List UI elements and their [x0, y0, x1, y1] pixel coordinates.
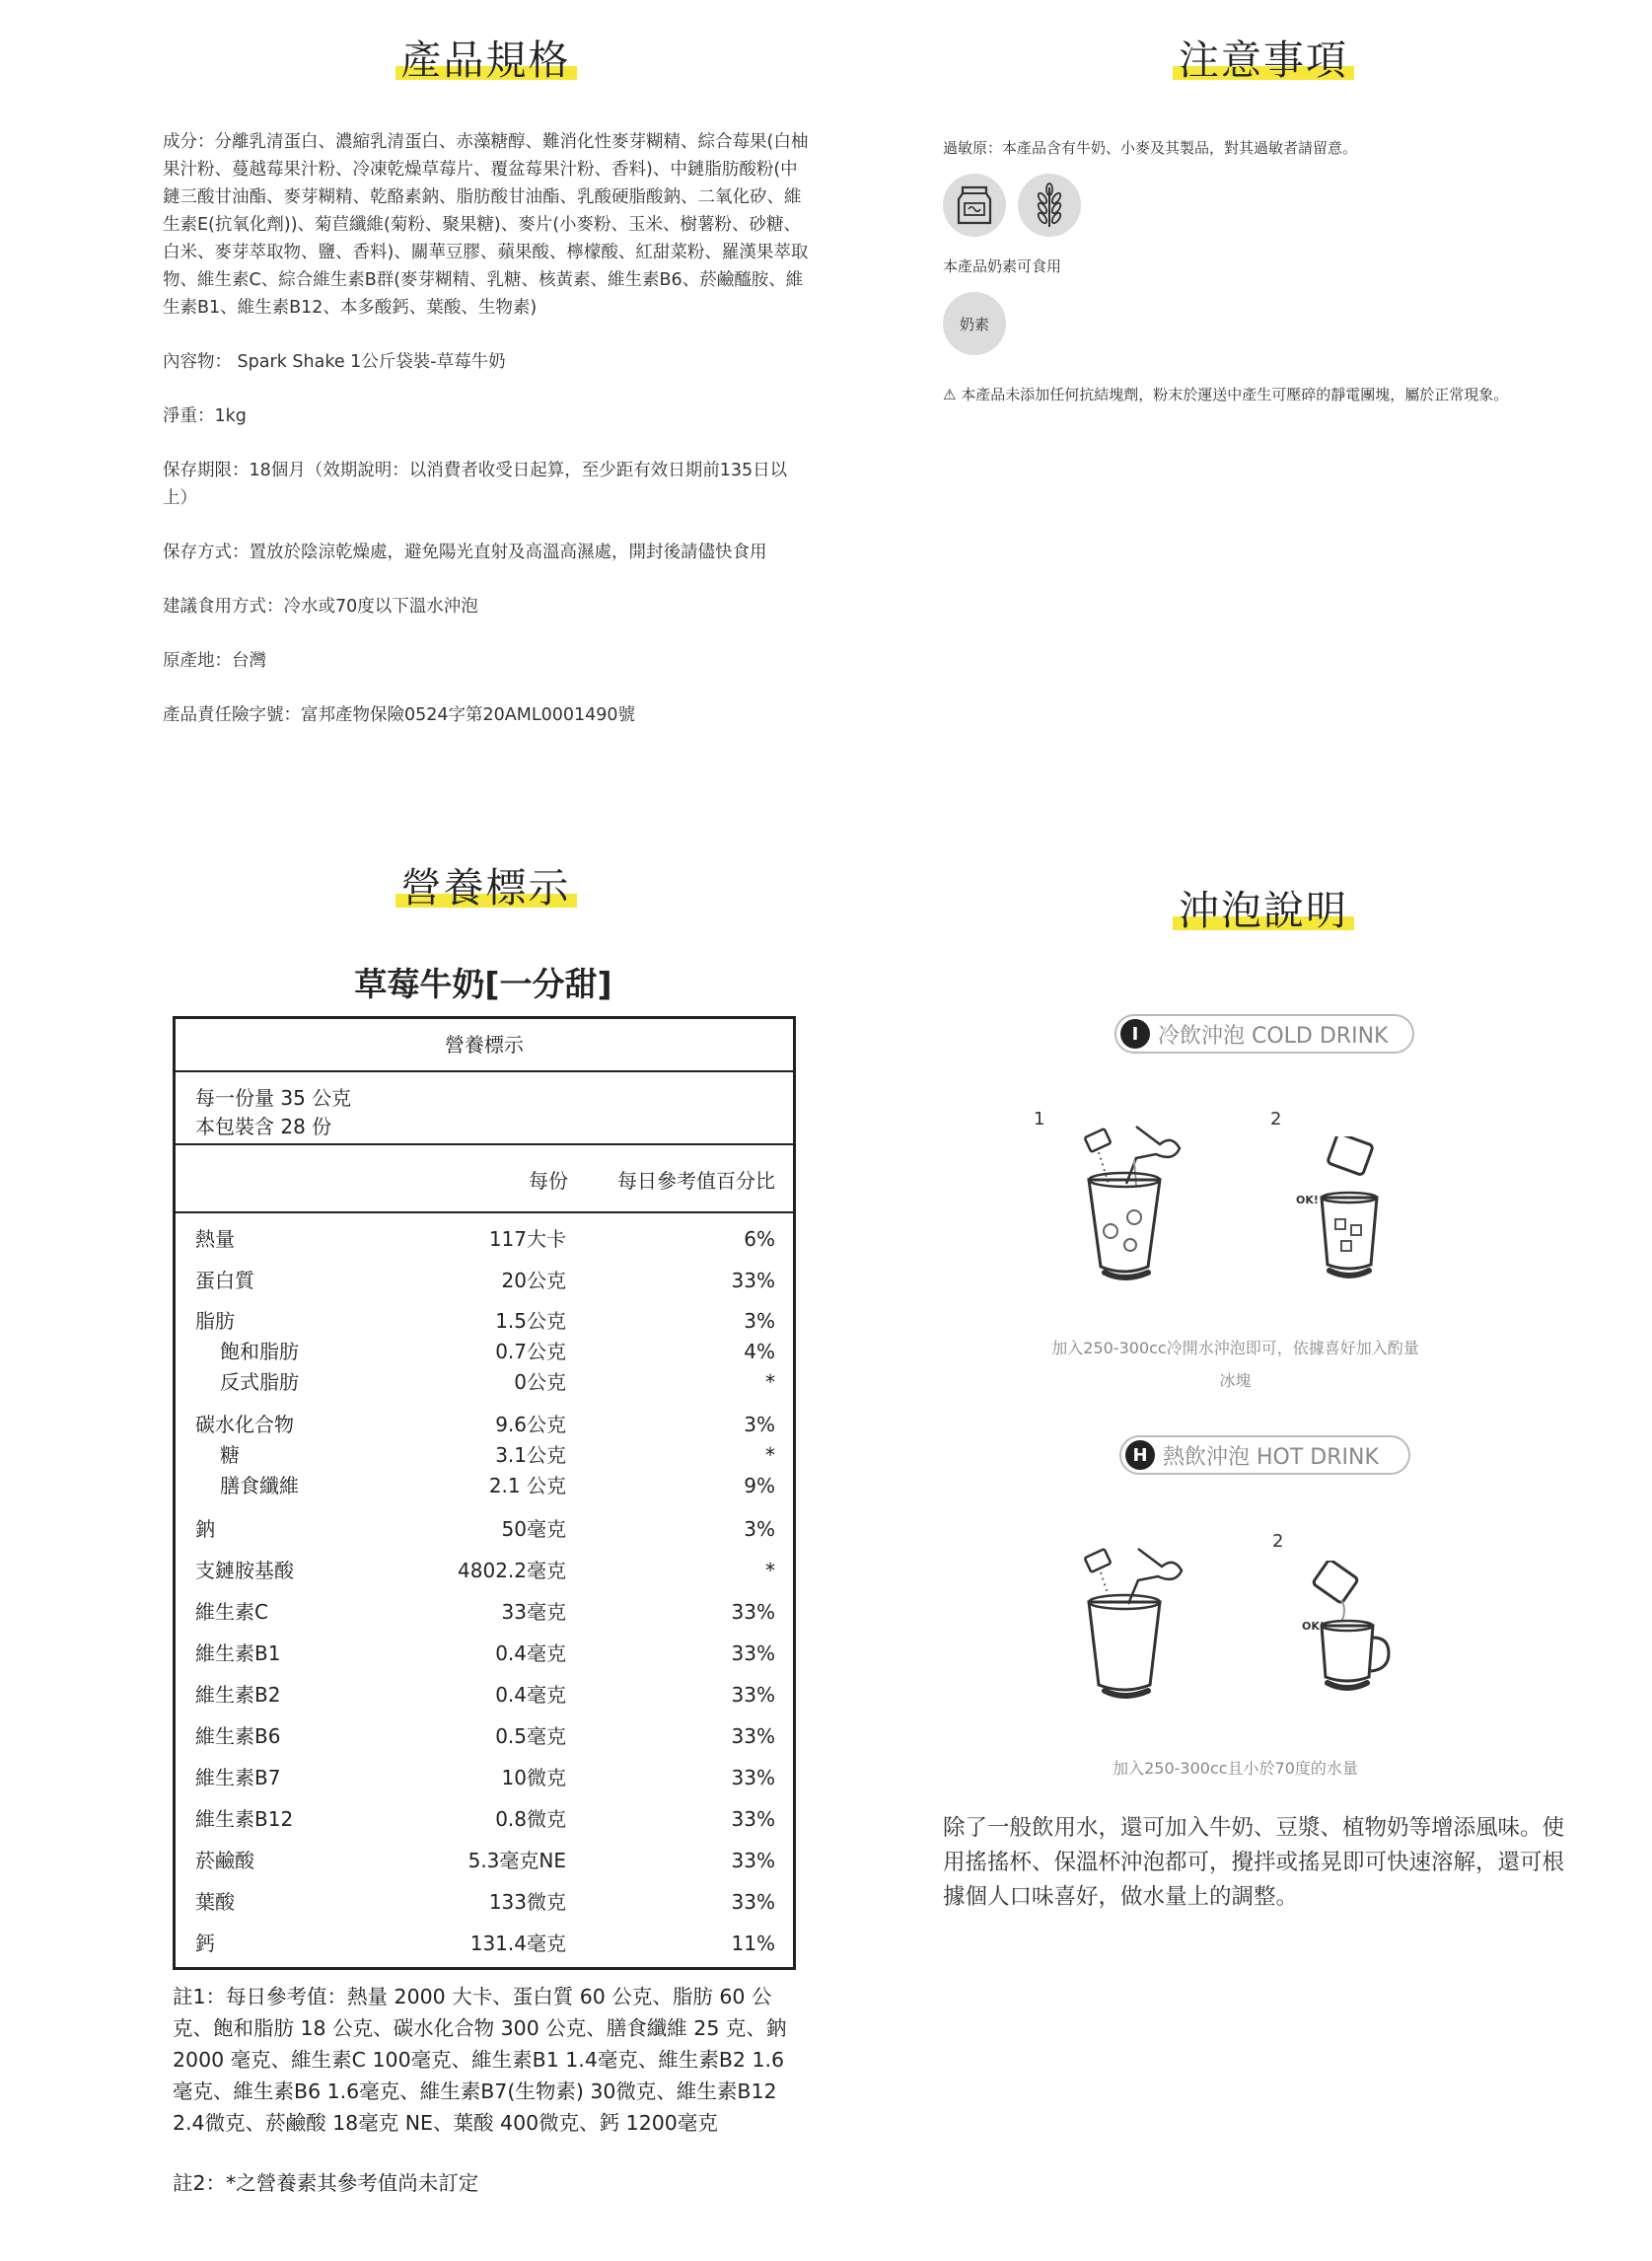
spec-usage: 建議食用方式：冷水或70度以下溫水沖泡 [163, 597, 478, 617]
spec-section [163, 128, 809, 756]
col-daily-value: 每日參考值百分比 [617, 1169, 775, 1193]
product-title: 草莓牛奶[一分甜] [354, 965, 612, 1003]
cold-shake-illustration [1292, 1136, 1410, 1284]
hot-drink-badge: H [1125, 1440, 1155, 1470]
nutrition-note-1: 註1：每日參考值：熱量 2000 大卡、蛋白質 60 公克、脂肪 60 公克、飽和脂肪 18 公克、碳水化合物 300 公克、膳食纖維 25 克、鈉 2000 毫克、維生素C 100毫克、維生素B1 1.4毫克、維生素B2 1.6毫克、維生素B6 1.6毫克、維生素B7(生物素) 30微克、維生素B12 2.4微克、菸鹼酸 18毫克 NE、葉酸 400微克、鈣 1200毫克 [173, 1985, 787, 2135]
vegetarian-badge: 奶素 [943, 292, 1006, 355]
spec-ingredients: 成分：分離乳清蛋白、濃縮乳清蛋白、赤藻糖醇、難消化性麥芽糊精、綜合莓果(白柚果汁粉、蔓越莓果汁粉、冷凍乾燥草莓片、覆盆莓果汁粉、香料)、中鏈脂肪酸粉(中鏈三酸甘油酯、麥芽糊精、乾酪素鈉、脂肪酸甘油酯、乳酸硬脂酸鈉、二氧化矽、維生素E(抗氧化劑))、菊苣纖維(菊粉、聚果糖)、麥片(小麥粉、玉米、樹薯粉、砂糖、白米、麥芽萃取物、鹽、香料)、關華豆膠、蘋果酸、檸檬酸、紅甜菜粉、羅漢果萃取物、維生素C、綜合維生素B群(麥芽糊精、乳糖、核黃素、維生素B6、菸鹼醯胺、維生素B1、維生素B12、本多酸鈣、葉酸、生物素) [163, 132, 809, 318]
table-row: 維生素B1 0.4毫克 33% [195, 1641, 775, 1665]
table-row: 支鏈胺基酸 4802.2毫克 * [195, 1559, 775, 1582]
table-row: 葉酸 133微克 33% [195, 1890, 775, 1914]
hot-caption: 加入250-300cc且小於70度的水量 [1113, 1759, 1358, 1778]
brewing-heading: 沖泡說明 [1173, 888, 1354, 934]
hot-mug-illustration [1292, 1561, 1420, 1699]
servings-per-package: 本包裝含 28 份 [195, 1115, 332, 1138]
table-row: 維生素C 33毫克 33% [195, 1600, 775, 1624]
table-row: 反式脂肪 0公克 * [220, 1370, 775, 1394]
table-row: 維生素B6 0.5毫克 33% [195, 1724, 775, 1748]
cold-pour-illustration [1075, 1115, 1233, 1287]
nutrition-column-headers [176, 1145, 793, 1213]
table-row: 鈣 131.4毫克 11% [195, 1932, 775, 1955]
cold-drink-pill [1114, 1014, 1414, 1054]
hot-step-2: 2 [1272, 1531, 1284, 1552]
nutrition-note-2: 註2：*之營養素其參考值尚未訂定 [173, 2171, 479, 2195]
brewing-description: 除了一般飲用水，還可加入牛奶、豆漿、植物奶等增添風味。使用搖搖杯、保溫杯沖泡都可，攪拌或搖晃即可快速溶解，還可根據個人口味喜好，做水量上的調整。 [943, 1815, 1565, 1910]
spec-insurance: 產品責任險字號：富邦產物保險0524字第20AML0001490號 [163, 705, 636, 725]
serving-size: 每一份量 35 公克 [195, 1086, 352, 1110]
wheat-icon [1018, 174, 1081, 237]
nutrition-table [173, 1016, 796, 1970]
notice-section [943, 136, 1584, 406]
table-row: 維生素B12 0.8微克 33% [195, 1807, 775, 1831]
spec-contents: 內容物： Spark Shake 1公斤袋裝-草莓牛奶 [163, 352, 506, 372]
table-row: 蛋白質 20公克 33% [195, 1269, 775, 1292]
table-row: 維生素B2 0.4毫克 33% [195, 1683, 775, 1707]
col-per-serving: 每份 [529, 1169, 568, 1193]
table-row: 脂肪 1.5公克 3% [195, 1309, 775, 1333]
spec-net-weight: 淨重：1kg [163, 406, 247, 426]
table-row: 碳水化合物 9.6公克 3% [195, 1413, 775, 1436]
nutrition-rows [176, 1213, 793, 1959]
nutrition-heading: 營養標示 [395, 865, 577, 912]
hot-pour-illustration [1075, 1539, 1233, 1712]
table-row: 糖 3.1公克 * [220, 1443, 775, 1467]
table-row: 熱量 117大卡 6% [195, 1227, 775, 1251]
table-row: 維生素B7 10微克 33% [195, 1766, 775, 1789]
cold-step-1: 1 [1034, 1109, 1045, 1130]
serving-info [176, 1072, 793, 1145]
vegetarian-text: 本產品奶素可食用 [943, 257, 1062, 275]
spec-heading: 產品規格 [395, 37, 577, 84]
cold-caption: 加入250-300cc冷開水沖泡即可，依據喜好加入酌量冰塊 [1051, 1339, 1419, 1390]
cold-drink-badge: I [1120, 1019, 1150, 1049]
allergen-text: 過敏原：本產品含有牛奶、小麥及其製品，對其過敏者請留意。 [943, 139, 1358, 157]
nutrition-table-title: 營養標示 [176, 1019, 793, 1072]
milk-icon [943, 174, 1006, 237]
warning-text: ⚠ 本產品未添加任何抗結塊劑，粉末於運送中產生可壓碎的靜電團塊，屬於正常現象。 [943, 386, 1509, 403]
notice-heading: 注意事項 [1173, 37, 1354, 84]
cold-drink-label: 冷飲沖泡 COLD DRINK [1158, 1023, 1389, 1049]
hot-ok-text: OK! [1302, 1620, 1325, 1633]
spec-storage: 保存方式：置放於陰涼乾燥處，避免陽光直射及高溫高濕處，開封後請儘快食用 [163, 543, 767, 562]
table-row: 飽和脂肪 0.7公克 4% [220, 1340, 775, 1363]
table-row: 膳食纖維 2.1 公克 9% [220, 1474, 775, 1497]
hot-drink-label: 熱飲沖泡 HOT DRINK [1163, 1444, 1379, 1470]
brewing-heading-wrap [943, 888, 1584, 934]
cold-ok-text: OK! [1296, 1194, 1319, 1206]
cold-step-2: 2 [1270, 1109, 1282, 1130]
notice-heading-wrap [943, 37, 1584, 84]
nutrition-heading-wrap [163, 865, 809, 912]
hot-drink-pill [1119, 1435, 1410, 1475]
spec-heading-wrap [163, 37, 809, 84]
table-row: 菸鹼酸 5.3毫克NE 33% [195, 1849, 775, 1872]
spec-shelf-life: 保存期限：18個月（效期說明：以消費者收受日起算，至少距有效日期前135日以上） [163, 461, 788, 508]
spec-origin: 原產地：台灣 [163, 651, 266, 671]
allergen-icons [943, 174, 1584, 237]
table-row: 鈉 50毫克 3% [195, 1517, 775, 1541]
